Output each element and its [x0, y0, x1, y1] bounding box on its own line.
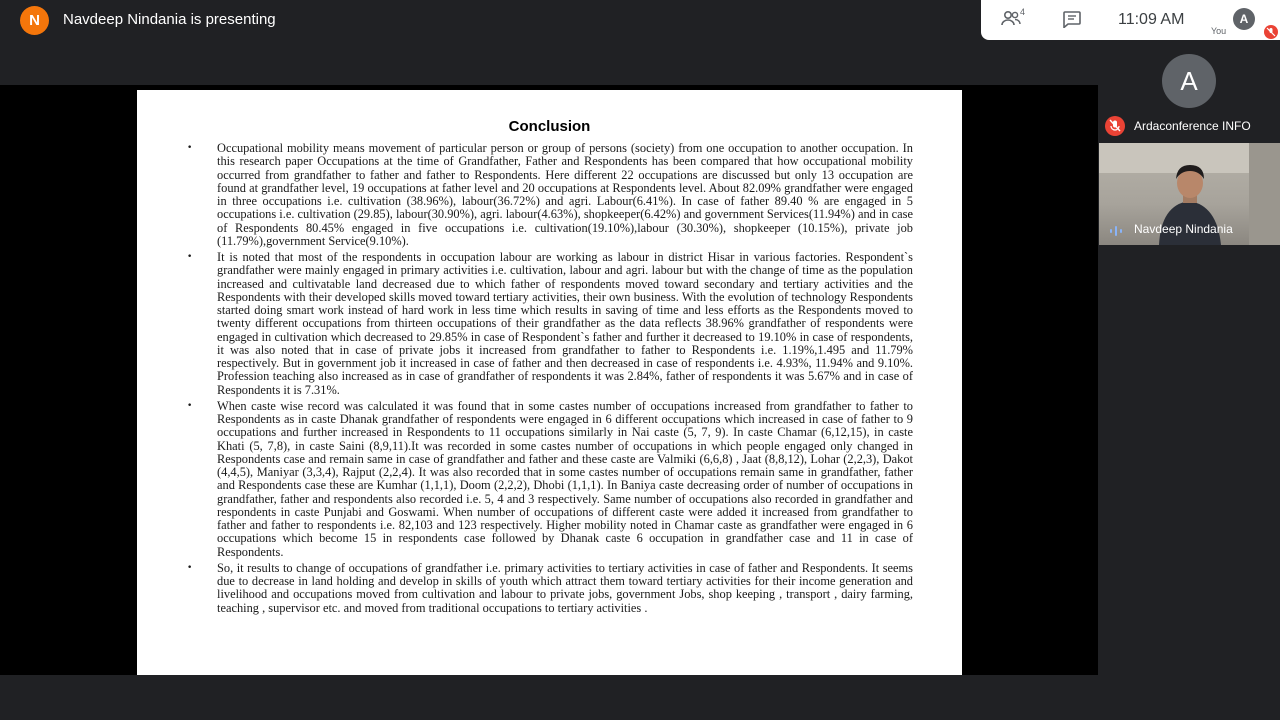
bullet-text: When caste wise record was calculated it was found that in some castes number of occupations increased from grandfather to father to Respondents as in caste Dhanak grandfather of respondents were engaged in 6 different occupations which increased in case of father to 9 occupations and further increased in Respondents to 11 occupations similarly in Nai caste (5, 7, 9). In caste Chamar (6,12,15), in caste Khati (5, 7,8), in caste Saini (8,9,11).It was recorded in some castes number of occupations in which people engaged only changed in Respondents case and remain same in case of grandfather and father and these caste are Valmiki (6,6,8) , Jaat (8,8,12), Lohar (2,2,3), Dakot (4,4,5), Maniyar (3,3,4), Rajput (2,2,4). It was also recorded that in some castes number of occupations remain same in grandfather, father and Respondents case these are Kumhar (1,1,1), Doom (2,2,2), Dhobi (1,1,1). In Baniya caste decreasing order of number of occupations in grandfather, father and respondents also recorded i.e. 5, 4 and 3 respectively. Same number of occupations also recorded in grandfather and respondents in caste Punjabi and Goswami. When number of occupations of different caste were added it increased from grandfather to father and father to respondents i.e. 82,103 and 123 respectively. Higher mobility noted in Chamar caste as grandfather were engaged in 6 occupations which become 15 in respondents case followed by Dhanak caste 6 occupation in grandfather case and 11 in case of Respondents. [217, 398, 913, 559]
self-avatar[interactable]: A [1233, 8, 1255, 30]
clock: 11:09 AM [1118, 11, 1185, 28]
presentation-slide [137, 90, 962, 675]
bullet-text: It is noted that most of the respondents in occupation labour are working as labour in district Hisar in various factories. Respondent`s grandfather were mainly engaged in primary activities i.e. cultivation, labour and agri. labour but with the change of time as the population increased and cultivatable land decreased due to which father of respondents moved toward secondary and tertiary activities and the Respondents with their developed skills moved toward tertiary activities, their own business. With the evolution of technology Respondents started doing smart work instead of hard work in less time which results in saving of time and less efforts as the Respondents moved to twenty different occupations from thirteen occupations of their grandfather as the data reflects 38.96% grandfather of respondents were engaged in cultivation which decreased to 29.85% in case of Respondent`s father and further it decreased to 19.10% in case of respondents, it was also noted that in case of private jobs it increased from grandfather to father to Respondents i.e. 1.19%,1.495 and 11.79% respectively. But in government job it increased in case of father and then decreased in case of respondents i.e. 4.93%, 11.94% and 9.10%. Profession teaching also increased as in case of grandfather of respondents it was 2.84%, father of respondents it was 5.67% and in case of Respondents it is 7.31%. [217, 250, 913, 397]
people-icon [1001, 9, 1021, 27]
self-mic-off-icon [1264, 25, 1278, 39]
bullet-text: Occupational mobility means movement of particular person or group of persons (society) from one occupation to another occupation. In this research paper Occupations at the time of Grandfather, Father and Respondents has been compared that how occupational mobility occurred from grandfather to father and father to Respondents. Here different 22 occupations are discussed but only 13 occupation are found at grandfather level, 19 occupations at father level and 20 occupations at Respondents level. About 82.09% grandfather were engaged in three occupations i.e. cultivation (38.96%), labour(36.72%) and agri. Labour(6.41%). In case of father 89.40 % are engaged in 5 occupations i.e. cultivation (29.85), labour(30.90%), agri. labour(4.63%), shopkeeper(6.42%) and government Services(11.94%) and in case of Respondents 80.45% engaged in five occupations i.e. cultivation(19.10%),labour (30.30%), shopkeeper (10.15%), private job (11.79%),government Service(9.10%). [217, 141, 913, 248]
bullet-marker: • [187, 562, 193, 573]
bullet-marker: • [187, 400, 193, 411]
chat-icon [1063, 11, 1081, 28]
bullet-item [187, 142, 913, 248]
mic-off-icon [1105, 116, 1125, 136]
participant-panel [1098, 40, 1280, 720]
top-bar [0, 0, 1280, 40]
shared-screen [0, 85, 1098, 675]
bullet-item [187, 251, 913, 397]
slide-title: Conclusion [508, 118, 591, 135]
participant-avatar: A [1162, 54, 1216, 108]
presenting-label: Navdeep Nindania is presenting [63, 11, 276, 28]
speaking-indicator-icon [1109, 224, 1123, 236]
bullet-list [187, 142, 913, 618]
self-label: You [1211, 26, 1227, 36]
participant-name: Navdeep Nindania [1134, 222, 1233, 236]
bullet-text: So, it results to change of occupations of grandfather i.e. primary activities to tertiary activities in case of father and Respondents. It seems due to decrease in land holding and develop in skills of youth which attract them toward tertiary activities for their income generation and livelihood and occupations moved from cultivation and labour to private jobs, government Jobs, shop keeping , transport , dairy farming, teaching , supervisor etc. and moved from traditional occupations to tertiary activities . [217, 560, 913, 615]
chat-button[interactable] [1063, 11, 1083, 29]
participant-name: Ardaconference INFO [1134, 119, 1251, 133]
people-button[interactable] [1001, 9, 1027, 31]
people-count: 4 [1020, 7, 1026, 17]
bullet-item [187, 400, 913, 559]
meeting-controls-panel [981, 0, 1280, 40]
bullet-marker: • [187, 143, 193, 153]
presenter-avatar: N [20, 6, 49, 35]
participant-video-tile[interactable] [1099, 143, 1280, 245]
bullet-item [187, 562, 913, 615]
participant-tile[interactable] [1099, 40, 1280, 142]
bullet-marker: • [187, 252, 193, 262]
